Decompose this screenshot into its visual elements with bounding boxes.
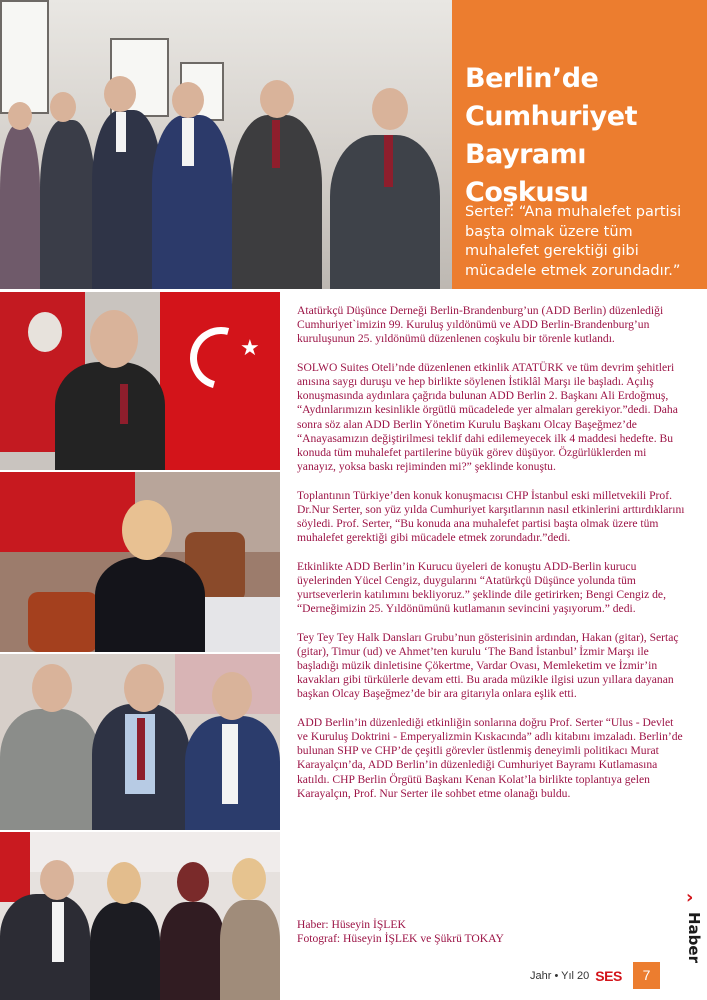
shirt bbox=[116, 112, 126, 152]
tie bbox=[120, 384, 128, 424]
person bbox=[0, 125, 40, 289]
title-line-2: Cumhuriyet Bayramı bbox=[465, 101, 638, 170]
section-tab bbox=[683, 912, 705, 972]
hero-photo-ceremony bbox=[0, 0, 452, 289]
title-line-1: Berlin’de bbox=[465, 63, 599, 94]
person-head bbox=[32, 664, 72, 712]
person-head bbox=[90, 310, 138, 368]
flag bbox=[0, 472, 135, 552]
person-head bbox=[232, 858, 266, 900]
person-head bbox=[260, 80, 294, 118]
shirt bbox=[222, 724, 238, 804]
person-head bbox=[372, 88, 408, 130]
person-head bbox=[40, 860, 74, 900]
paragraph: Atatürkçü Düşünce Derneği Berlin-Brandenburg’un (ADD Berlin) düzenlediği Cumhuriyet`imizin 99. Kuruluş yıldönümü ve ADD Berlin-Brandenburg’un kuruluşunun 25. yıldönümü düzenlenen coşkulu bir törenle kutlandı. bbox=[297, 304, 664, 346]
photo-speaker-microphone bbox=[0, 292, 280, 470]
flag bbox=[0, 832, 30, 902]
subtitle-quote: Serter: “Ana muhalefet partisi başta olmak üzere tüm muhalefet gerektiği gibi mücadele etmek zorundadır.” bbox=[465, 204, 682, 279]
table bbox=[198, 597, 280, 652]
person bbox=[55, 362, 165, 470]
photo-three-men bbox=[0, 654, 280, 830]
paragraph: ADD Berlin’in düzenlediği etkinliğin sonlarına doğru Prof. Serter “Ulus - Devlet ve Kuruluş Doktrini - Emperyalizmin Kıskacında” adlı kitabını imzaladı. Berlin’de bulunan SHP ve CHP’de çeşitli görevler üstlenmiş deneyimli politikacı Murat Karayalçın’da, ADD Berlin’in düzenlediği Cumhuriyet Bayramı Kutlamasına katıldı. CHP Berlin Örgütü Başkanı Kenan Kolat’la birlikte toplantıya gelen Karayalçın, Prof. Nur Serter ile sohbet etme olanağı buldu. bbox=[297, 715, 683, 800]
person-head bbox=[124, 664, 164, 712]
section-label: Haber bbox=[685, 912, 703, 963]
paragraph: Etkinlikte ADD Berlin’in Kurucu üyeleri de konuştu ADD-Berlin kurucu üyelerinden Yücel Cengiz, duygularını “Atatürkçü Düşünce yolunda tüm yurtseverlerin katılımını bekliyoruz.” şeklinde dile getirirken; Bengi Cengiz de, “Derneğimizin 25. Yıldönümünü kutlamanın sevincini yaşıyorum.” dedi. bbox=[297, 559, 666, 616]
article-credits bbox=[297, 918, 686, 946]
shirt bbox=[182, 118, 194, 166]
article-body bbox=[297, 304, 686, 815]
person-head bbox=[172, 82, 204, 118]
person-head bbox=[122, 500, 172, 560]
article-title bbox=[465, 60, 695, 212]
tie bbox=[137, 718, 145, 780]
section-arrow-icon: › bbox=[686, 887, 694, 908]
person-head bbox=[212, 672, 252, 720]
tie bbox=[384, 135, 393, 187]
chair bbox=[28, 592, 98, 652]
person-head bbox=[50, 92, 76, 122]
window bbox=[0, 0, 49, 114]
person bbox=[40, 120, 95, 289]
person bbox=[90, 902, 160, 1000]
person bbox=[160, 902, 225, 1000]
portrait bbox=[28, 312, 62, 352]
paragraph: SOLWO Suites Oteli’nde düzenlenen etkinlik ATATÜRK ve tüm devrim şehitleri anısına saygı duruşu ve hep birlikte söylenen İstiklâl Marşı ile başladı. Açılış konuşmasında aydınlara çağrıda bulunan ADD Berlin 2. Başkanı Ali Erdoğmuş, “Aydınlarımızın kesinlikle örgütlü mücadelede yer almaları gerekiyor.”dedi. Daha sonra söz alan ADD Berlin Yönetim Kurulu Başkanı Olcay Başeğmez’de “Anayasamızın değiştirilmesi teklif dahi edilemeyecek ilk 4 maddesi hedefte. Bu konuda tüm muhalefet partilerine büyük görev düşüyor. Özgürlüklerden mi yanayız, yoksa baskı rejiminden mi?” şeklinde konuştu. bbox=[297, 360, 678, 474]
page-footer bbox=[530, 965, 622, 987]
reporter-credit: Haber: Hüseyin İŞLEK bbox=[297, 918, 406, 931]
shirt bbox=[52, 902, 64, 962]
photo-speaker-woman bbox=[0, 472, 280, 652]
paragraph: Tey Tey Tey Halk Dansları Grubu’nun gösterisinin ardından, Hakan (gitar), Sertaç (gitar), Timur (ud) ve Ahmet’ten kurulu ‘The Band İstanbul’ İzmir Marşı ile başladığı müzik dinletisine Çökertme, Vardar Ovası, Memleketim ve İzmir’in kavakları gibi türkülerle devam etti. Bu arada müzikle ilgisi uzun yıllara dayanan başkan Olcay Başeğmez’de bir ara gitarıyla onlara eşlik etti. bbox=[297, 630, 679, 701]
tie bbox=[272, 120, 280, 168]
photo-credit: Fotograf: Hüseyin İŞLEK ve Şükrü TOKAY bbox=[297, 932, 504, 946]
issue-label: Jahr • Yıl 20 bbox=[530, 970, 590, 982]
magazine-logo: SES bbox=[595, 968, 622, 984]
person bbox=[0, 709, 100, 830]
person-head bbox=[177, 862, 209, 902]
person bbox=[0, 894, 90, 1000]
person-head bbox=[8, 102, 32, 130]
person-head bbox=[107, 862, 141, 904]
person bbox=[95, 557, 205, 652]
photo-group-four bbox=[0, 832, 280, 1000]
title-line-3: Coşkusu bbox=[465, 177, 589, 208]
person-head bbox=[104, 76, 136, 112]
person bbox=[220, 900, 280, 1000]
page-number: 7 bbox=[633, 962, 660, 989]
paragraph: Toplantının Türkiye’den konuk konuşmacısı CHP İstanbul eski milletvekili Prof. Dr.Nur Serter, son yüz yılda Cumhuriyet karşıtlarının nasıl etkinlerini arttırdıklarını söyledi. Prof. Serter, “Bu konuda ana muhalefet partisi başta olmak üzere tüm muhalefet gerektiği gibi mücadele etmek zorundadır.”dedi. bbox=[297, 488, 685, 545]
flag-star: ★ bbox=[240, 336, 260, 361]
